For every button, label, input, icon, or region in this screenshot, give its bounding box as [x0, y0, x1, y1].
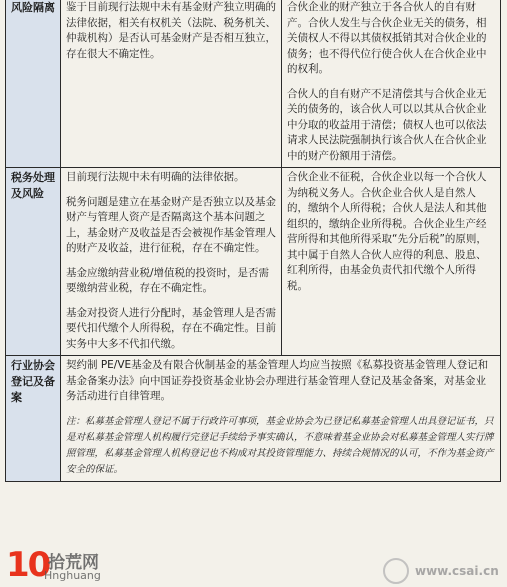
row-label: 税务处理及风险 [6, 168, 61, 356]
note-paragraph: 注：私募基金管理人登记不属于行政许可事项，基金业协会为已登记私募基金管理人出具登记证书，只是对私募基金管理人机构履行完登记手续给予事实确认，不意味着基金业协会对私募基金管理人实行牌照管理，私募基金管理人机构登记也不构成对其投资管理能力、持续合规情况的认可，不作为基金资产安全的保证。 [66, 415, 494, 475]
paragraph: 基金应缴纳营业税/增值税的投资时，是否需要缴纳营业税，存在不确定性。 [66, 266, 270, 294]
site-logo [6, 547, 116, 585]
watermark [383, 558, 503, 584]
table-row-risk-isolation [6, 0, 501, 168]
paragraph: 税务问题是建立在基金财产是否独立以及基金财产与管理人资产是否隔离这个基本问题之上，基金财产及收益是否会被视作基金管理人的财产及收益，进行征税，存在不确定性。 [66, 195, 276, 254]
contract-fund-cell [61, 168, 282, 356]
partnership-fund-cell [282, 168, 501, 356]
row-label: 风险隔离 [6, 0, 61, 168]
paragraph: 目前现行法规中未有明确的法律依据。 [66, 171, 245, 183]
logo-domain: Hnghuang [44, 569, 101, 582]
paragraph: 合伙企业不征税，合伙企业以每一个合伙人为纳税义务人。合伙企业合伙人是自然人的，缴纳个人所得税；合伙人是法人和其他组织的，缴纳企业所得税。合伙企业生产经营所得和其他所得采取“先分后税”的原则，其中属于自然人合伙人应得的利息、股息、红利所得，由基金负责代扣代缴个人所得税。 [287, 171, 487, 292]
row-label: 行业协会登记及备案 [6, 356, 61, 482]
partnership-fund-cell [282, 0, 501, 168]
paragraph: 基金对投资人进行分配时，基金管理人是否需要代扣代缴个人所得税，存在不确定性。目前实务中大多不代扣代缴。 [66, 306, 276, 350]
watermark-text: www.csai.cn [415, 564, 499, 578]
logo-number: 10 [6, 545, 50, 585]
watermark-logo-icon [383, 558, 409, 584]
comparison-table [5, 0, 501, 482]
paragraph: 鉴于目前现行法规中未有基金财产独立明确的法律依据，相关有权机关（法院、税务机关、仲裁机构）是否认可基金财产是否相互独立，存在很大不确定性。 [66, 1, 276, 60]
logo-brand: 拾荒网 [48, 553, 99, 573]
paragraph: 契约制 PE/VE基金及有限合伙制基金的基金管理人均应当按照《私募投资基金管理人登记和基金备案办法》向中国证券投资基金业协会办理进行基金管理人登记及基金备案，对基金业务活动进行自律管理。 [66, 359, 489, 402]
table-row-association [6, 356, 501, 482]
paragraph: 合伙企业的财产独立于各合伙人的自有财产。合伙人发生与合伙企业无关的债务，相关债权人不得以其债权抵销其对合伙企业的债务；也不得代位行使合伙人在合伙企业中的权利。 [287, 1, 487, 75]
contract-fund-cell [61, 0, 282, 168]
paragraph: 合伙人的自有财产不足清偿其与合伙企业无关的债务的，该合伙人可以以其从合伙企业中分取的收益用于清偿；债权人也可以依法请求人民法院强制执行该合伙人在合伙企业中的财产份额用于清偿。 [287, 87, 487, 162]
association-cell [61, 356, 501, 482]
table-row-tax [6, 168, 501, 356]
